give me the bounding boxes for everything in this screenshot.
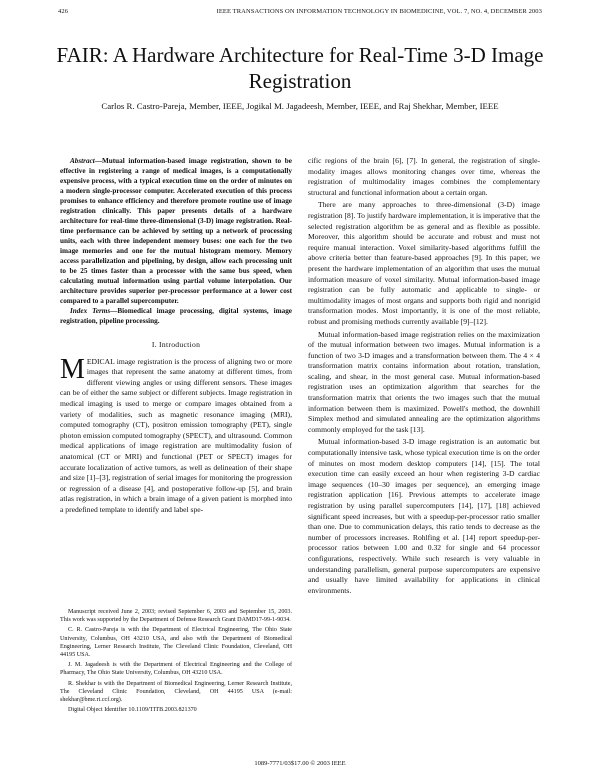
body-paragraph: There are many approaches to three-dimensional (3-D) image registration [8]. To justify hardware implementation, it is imperative that the selected registration algorithm be as general and as flexible as possible. Moreover, this algorithm should be accurate and robust and must not require manual interaction. Voxel similarity-based algorithms fulfill the above criteria better than feature-based approaches [9]. In this paper, we present the hardware implementation of an algorithm that uses the mutual information measure of voxel similarity. Mutual information-based image registration can be fully automatic and applicable to single- or multimodality images of most organs and supports both rigid and nonrigid transformation modes. Most importantly, it is one of the most reliable, robust and promising methods currently available [9]–[12]. [308, 200, 540, 326]
copyright-footer: 1089-7771/03$17.00 © 2003 IEEE [254, 760, 346, 767]
paper-title: FAIR: A Hardware Architecture for Real-Time 3-D Image Registration [56, 43, 544, 93]
left-column [60, 156, 292, 516]
footnote: Manuscript received June 2, 2003; revised September 6, 2003 and September 15, 2003. This work was supported by the Department of Defense Research Grant DAMD17-99-1-9034. [60, 609, 292, 624]
body-paragraph: Mutual information-based 3-D image registration is an automatic but computationally intensive task, whose typical execution time is on the order of minutes on most modern desktop computers [14], [15]. The total execution time can easily exceed an hour when registering 3-D cardiac image sequences (10–30 images per sequence), an emerging image registration application [16]. Previous attempts to accelerate image registration by using parallel supercomputers [14], [17], [18] achieved significant speed increases, but with a speedup-per-processor ratio smaller than one. Due to communication delays, this ratio tends to decrease as the number of processors increases. Rohlfing et al. [14] report speedup-per-processor ratios between 1.00 and 0.32 for single and 64 processor configurations, respectively. While such research is very valuable in understanding parallelism, general purpose supercomputers are expensive and usually have limited availability for applications in clinical environments. [308, 437, 540, 595]
footnotes [60, 608, 292, 716]
intro-paragraph [60, 353, 292, 516]
abstract [60, 156, 292, 306]
drop-cap: M [60, 353, 85, 385]
body-paragraph: Mutual information-based image registration relies on the maximization of the mutual information between two images. Mutual information is a function of two 3-D images and a transformation between them. The 4 × 4 transformation matrix contains information about rotation, translation, scaling, and shear, in the most general case. Mutual information-based registration uses an optimization algorithm that searches for the transformation matrix that orients the two images such that the mutual information between them is maximized. Powell's method, the downhill Simplex method and simulated annealing are the optimization algorithms commonly employed for the task [13]. [308, 329, 540, 434]
right-column [308, 156, 540, 596]
journal-header: IEEE TRANSACTIONS ON INFORMATION TECHNOLOGY IN BIOMEDICINE, VOL. 7, NO. 4, DECEMBER 2003 [216, 8, 542, 15]
index-terms-label: Index Terms— [70, 307, 118, 315]
footnote: J. M. Jagadeesh is with the Department of Electrical Engineering and the College of Pharmacy, The Ohio State University, Columbus, OH 43210 USA. [60, 662, 292, 677]
index-terms [60, 306, 292, 326]
running-header [58, 8, 542, 15]
page-number: 426 [58, 8, 69, 15]
doi-footnote: Digital Object Identifier 10.1109/TITB.2003.821370 [68, 707, 197, 714]
author-list: Carlos R. Castro-Pareja, Member, IEEE, Jogikal M. Jagadeesh, Member, IEEE, and Raj Shekhar, Member, IEEE [101, 101, 499, 111]
footnote: C. R. Castro-Pareja is with the Department of Electrical Engineering, The Ohio State University, Columbus, OH 43210 USA, and also with the Department of Biomedical Engineering, Lerner Research Institute, The Cleveland Clinic Foundation, Cleveland, OH 44195 USA. [60, 627, 292, 659]
abstract-text: Mutual information-based image registration, shown to be effective in registering a range of medical images, is a computationally expensive process, with a typical execution time on the order of minutes on a modern single-processor computer. Accelerated execution of this process promises to enhance efficiency and therefore promote routine use of image registration clinically. This paper presents details of a hardware architecture for real-time three-dimensional (3-D) image registration. Real-time performance can be achieved by setting up a network of processing units, each with three independent memory buses: one each for the two image memories and one for the mutual histogram memory. Memory access parallelization and pipelining, by design, allow each processing unit to be 25 times faster than a processor with the same bus speed, when calculating mutual information using partial volume interpolation. Our architecture provides superior per-processor performance at a lower cost compared to a parallel supercomputer. [60, 157, 292, 305]
body-paragraph: cific regions of the brain [6], [7]. In general, the registration of single-modality images allows monitoring changes over time, whereas the registration of multimodality images combines the complementary structural and functional information about a certain organ. [308, 156, 540, 197]
index-terms-text: Biomedical image processing, digital systems, image registration, pipeline processing. [60, 307, 292, 325]
intro-text: EDICAL image registration is the process of aligning two or more images that represent the same anatomy at different times, from different viewing angles or using different sensors. These images can be of either the same subject or different subjects. Image registration in medical imaging is used to merge or compare images obtained from a variety of modalities, such as magnetic resonance imaging (MRI), computed tomography (CT), positron emission tomography (PET), single photon emission computed tomography (SPECT), and ultrasound. Common medical applications of image registration are multimodality fusion of anatomical (CT or MRI) and functional (PET or SPECT) images for accurate localization of active tumors, as well as delineation of their shape and size [1]–[3], registration of serial images for monitoring the progression or regression of a disease [4], and postoperative follow-up [5], and brain atlas registration, in which a brain image of a given patient is morphed into a predefined template to identify and label spe- [60, 356, 292, 514]
section-heading-introduction: I. Introduction [151, 340, 201, 349]
footnote: R. Shekhar is with the Department of Biomedical Engineering, Lerner Research Institute, The Cleveland Clinic Foundation, Cleveland, OH 44195 USA (e-mail: shekhar@bme.ri.ccf.org). [60, 680, 292, 704]
abstract-label: Abstract— [70, 157, 102, 165]
